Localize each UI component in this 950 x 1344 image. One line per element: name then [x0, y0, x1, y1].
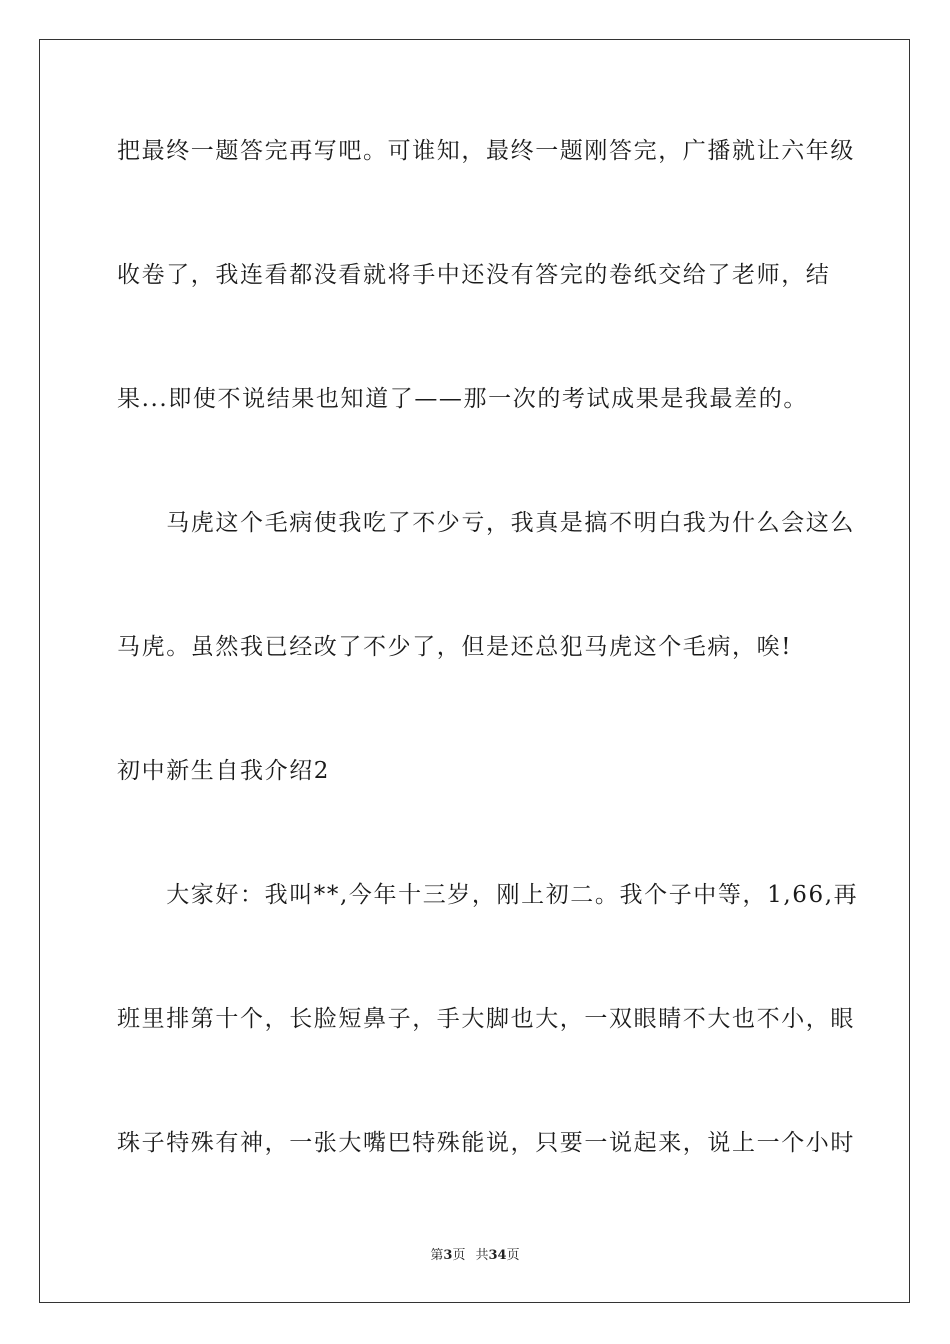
- page-footer: [0, 1247, 950, 1265]
- current-page-number: 3: [443, 1248, 453, 1263]
- body-line-3: 果...即使不说结果也知道了——那一次的考试成果是我最差的。: [117, 386, 808, 412]
- footer-total-prefix: 共: [475, 1248, 489, 1263]
- body-line-2: 收卷了，我连看都没看就将手中还没有答完的卷纸交给了老师，结: [117, 262, 831, 288]
- section-heading: 初中新生自我介绍2: [117, 758, 331, 784]
- body-line-5: 马虎。虽然我已经改了不少了，但是还总犯马虎这个毛病，唉!: [117, 634, 793, 660]
- page-border: [39, 39, 910, 1303]
- total-page-count: 34: [488, 1248, 507, 1263]
- footer-page-unit: 页: [452, 1248, 466, 1263]
- body-line-4: 马虎这个毛病使我吃了不少亏，我真是搞不明白我为什么会这么: [117, 510, 855, 536]
- footer-total-unit: 页: [506, 1248, 520, 1263]
- body-line-7: 班里排第十个，长脸短鼻子，手大脚也大，一双眼睛不大也不小，眼: [117, 1006, 855, 1032]
- body-line-8: 珠子特殊有神，一张大嘴巴特殊能说，只要一说起来，说上一个小时: [117, 1130, 855, 1156]
- body-line-1: 把最终一题答完再写吧。可谁知，最终一题刚答完，广播就让六年级: [117, 138, 855, 164]
- footer-prefix: 第: [430, 1248, 444, 1263]
- body-line-6: 大家好：我叫**,今年十三岁，刚上初二。我个子中等，1,66,再: [117, 882, 859, 908]
